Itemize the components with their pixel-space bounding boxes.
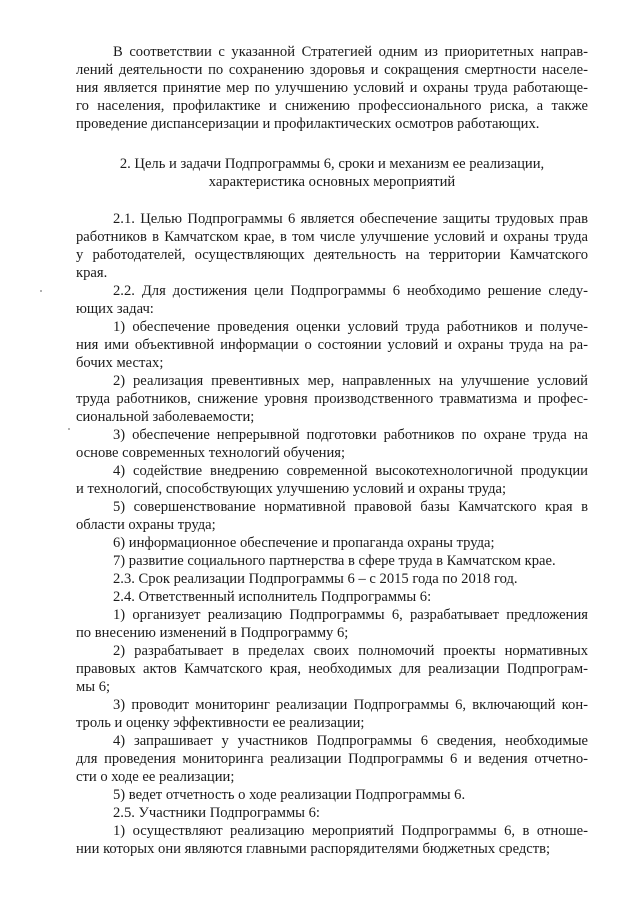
body-line: основе современных технологий обучения; bbox=[76, 445, 346, 461]
body-line: 6) информационное обеспечение и пропаганда охраны труда; bbox=[113, 535, 495, 551]
body-line: 5) ведет отчетность о ходе реализации Подпрограммы 6. bbox=[113, 787, 466, 803]
scan-speck bbox=[68, 428, 70, 430]
intro-line: В соответствии с указанной Стратегией одним из приоритетных направ- bbox=[113, 44, 588, 60]
scan-speck bbox=[40, 290, 42, 292]
section-heading: характеристика основных мероприятий bbox=[208, 174, 456, 190]
body-line: сти о ходе ее реализации; bbox=[76, 769, 235, 785]
body-line: 2.2. Для достижения цели Подпрограммы 6 необходимо решение следу- bbox=[113, 283, 588, 299]
body-line: нии которых они являются главными распорядителями бюджетных средств; bbox=[76, 841, 551, 857]
body-line: сиональной заболеваемости; bbox=[76, 409, 255, 425]
intro-line: проведение диспансеризации и профилактических осмотров работающих. bbox=[76, 116, 540, 132]
body-line: 2.5. Участники Подпрограммы 6: bbox=[113, 805, 320, 821]
body-line: 2.1. Целью Подпрограммы 6 является обеспечение защиты трудовых прав bbox=[113, 211, 588, 227]
body-line: для проведения мониторинга реализации Подпрограммы 6 и ведения отчетно- bbox=[76, 751, 588, 767]
body-line: троль и оценку эффективности ее реализации; bbox=[76, 715, 365, 731]
body-line: 4) запрашивает у участников Подпрограммы 6 сведения, необходимые bbox=[113, 733, 588, 749]
body-line: и технологий, способствующих улучшению условий и охраны труда; bbox=[76, 481, 507, 497]
body-line: мы 6; bbox=[76, 679, 111, 695]
body-line: работников в Камчатском крае, в том числе улучшение условий и охраны труда bbox=[76, 229, 588, 245]
section-heading: 2. Цель и задачи Подпрограммы 6, сроки и механизм ее реализации, bbox=[119, 156, 545, 172]
body-line: области охраны труда; bbox=[76, 517, 216, 533]
body-line: края. bbox=[76, 265, 108, 281]
intro-line: ния является принятие мер по улучшению условий и охраны труда работающе- bbox=[76, 80, 588, 96]
body-line: 1) осуществляют реализацию мероприятий Подпрограммы 6, в отноше- bbox=[113, 823, 588, 839]
body-line: ющих задач: bbox=[76, 301, 154, 317]
body-line: ния ими объективной информации о состоянии условий и охраны труда на ра- bbox=[76, 337, 588, 353]
body-line: 3) обеспечение непрерывной подготовки работников по охране труда на bbox=[113, 427, 588, 443]
body-line: 3) проводит мониторинг реализации Подпрограммы 6, включающий кон- bbox=[113, 697, 588, 713]
body-line: 2.4. Ответственный исполнитель Подпрограммы 6: bbox=[113, 589, 432, 605]
intro-line: го населения, профилактике и снижению профессионального риска, а также bbox=[76, 98, 588, 114]
body-line: труда работников, снижение уровня производственного травматизма и профес- bbox=[76, 391, 588, 407]
body-line: 1) организует реализацию Подпрограммы 6, разрабатывает предложения bbox=[113, 607, 588, 623]
body-line: по внесению изменений в Подпрограмму 6; bbox=[76, 625, 349, 641]
body-line: 2) реализация превентивных мер, направленных на улучшение условий bbox=[113, 373, 588, 389]
intro-line: лений деятельности по сохранению здоровья и сокращения смертности населе- bbox=[76, 62, 588, 78]
body-line: 5) совершенствование нормативной правовой базы Камчатского края в bbox=[113, 499, 588, 515]
body-line: 2) разрабатывает в пределах своих полномочий проекты нормативных bbox=[113, 643, 588, 659]
body-line: 2.3. Срок реализации Подпрограммы 6 – с 2015 года по 2018 год. bbox=[113, 571, 518, 587]
body-line: 1) обеспечение проведения оценки условий труда работников и получе- bbox=[113, 319, 588, 335]
body-line: правовых актов Камчатского края, необходимых для реализации Подпрограм- bbox=[76, 661, 588, 677]
body-line: у работодателей, осуществляющих деятельность на территории Камчатского bbox=[76, 247, 588, 263]
body-line: 7) развитие социального партнерства в сфере труда в Камчатском крае. bbox=[113, 553, 556, 569]
body-line: бочих местах; bbox=[76, 355, 164, 371]
body-line: 4) содействие внедрению современной высокотехнологичной продукции bbox=[113, 463, 588, 479]
